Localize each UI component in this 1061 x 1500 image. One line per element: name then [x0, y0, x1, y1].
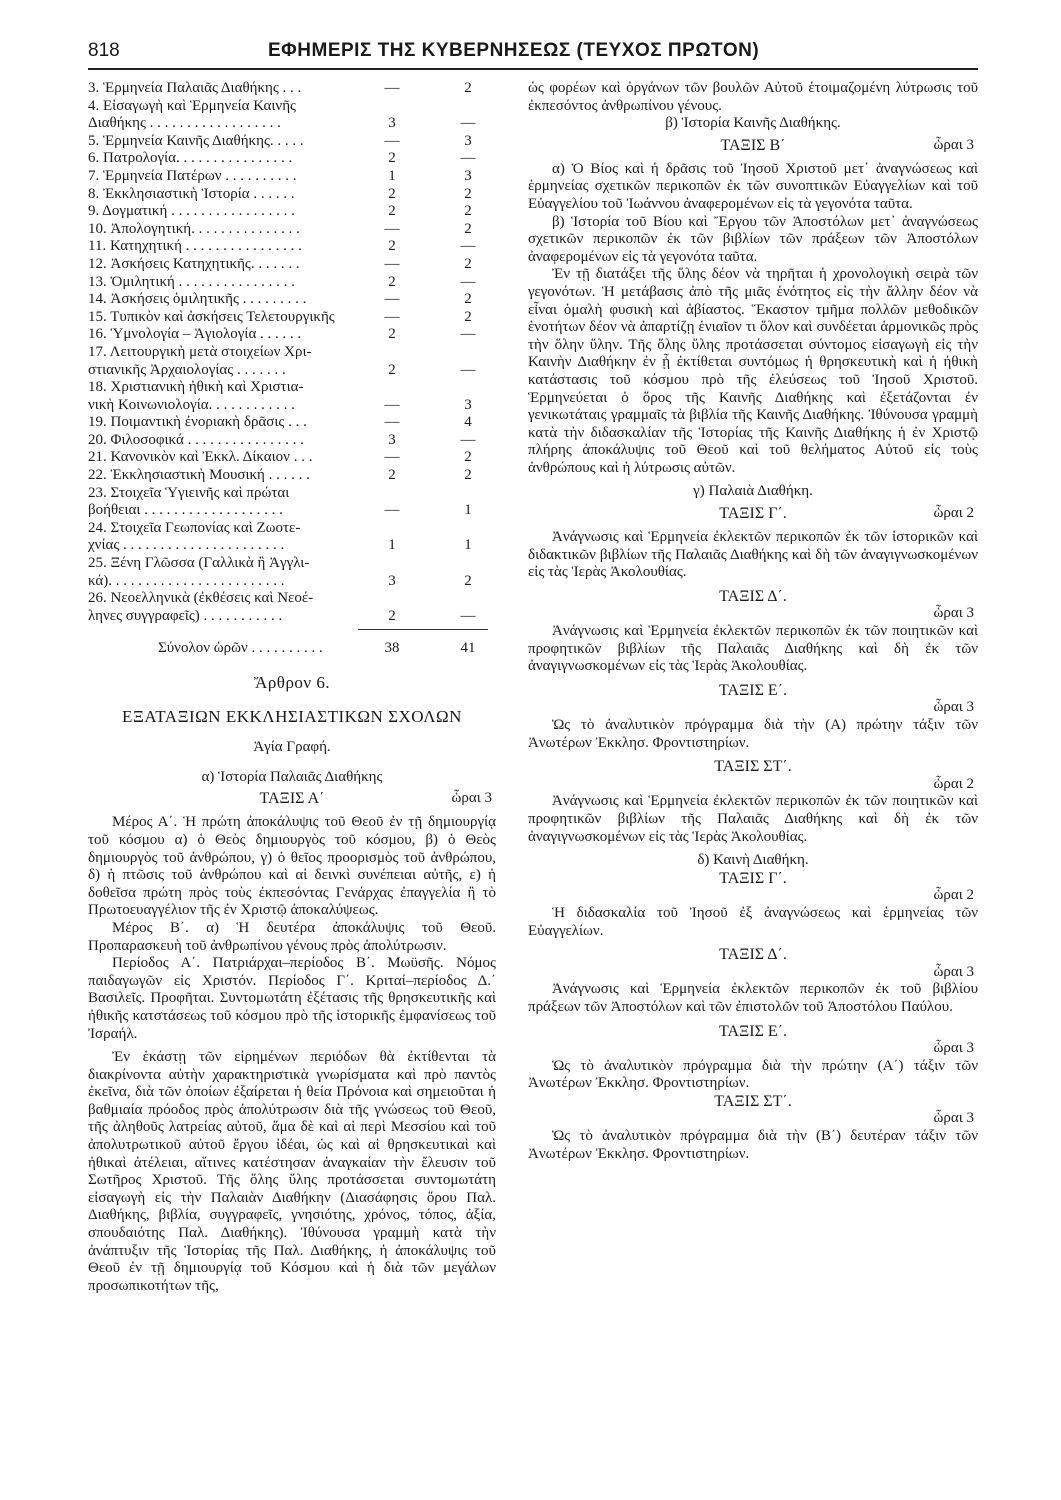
class-e2-hours: ὧραι 3	[933, 1040, 974, 1057]
table-row-subject: 9. Δογματική . . . . . . . . . . . . . . . . .	[88, 203, 295, 220]
gazette-title: ΕΦΗΜΕΡΙΣ ΤΗΣ ΚΥΒΕΡΝΗΣΕΩΣ (ΤΕΥΧΟΣ ΠΡΩΤΟΝ)	[268, 40, 760, 61]
table-row-subject: χνίας . . . . . . . . . . . . . . . . . . . . . .	[88, 537, 285, 554]
paragraph-apostles: β) Ἱστορία τοῦ Βίου καὶ Ἔργου τῶν Ἀποστόλων μετ᾿ ἀναγνώσεως σχετικῶν περικοπῶν ἐκ τῶν βιβλίων τῶν πράξεων τῶν Ἀποστόλων ἀναφερομένων εἰς τὰ γεγονότα ταῦτα.	[528, 213, 978, 265]
paragraph-part-b: Μέρος Β΄. α) Ἡ δευτέρα ἀποκάλυψις τοῦ Θεοῦ. Προπαρασκευὴ τοῦ ἀνθρωπίνου γένους πρὸς ἀπολύτρωσιν.	[88, 919, 496, 954]
table-row-subject: βοήθειαι . . . . . . . . . . . . . . . . . . .	[88, 502, 283, 519]
class-g2-label: ΤΑΞΙΣ Γ΄.	[719, 869, 787, 887]
class-st-label: ΤΑΞΙΣ ΣΤ΄.	[714, 758, 792, 776]
class-b-hours: ὧραι 3	[933, 136, 974, 153]
table-row-subject: 12. Ἀσκήσεις Κατηχητικῆς. . . . . . .	[88, 255, 300, 272]
table-row-hours-a: —	[384, 220, 400, 237]
table-row-subject: 8. Ἐκκλησιαστικὴ Ἱστορία . . . . . .	[88, 185, 295, 202]
table-row-hours-b: 2	[464, 185, 472, 202]
table-row	[88, 555, 496, 573]
paragraph-life-of-jesus: α) Ὁ Βίος καὶ ἡ δρᾶσις τοῦ Ἰησοῦ Χριστοῦ μετ᾿ ἀναγνώσεως καὶ ἑρμηνείας σχετικῶν περικοπῶν ἐκ τῶν συνοπτικῶν Εὐαγγελίων καὶ τοῦ Εὐαγγελίου τοῦ Ἰωάννου ἀναφερομένων εἰς τὰ γεγονότα ταῦτα.	[528, 160, 978, 212]
table-row-subject: νικὴ Κοινωνιολογία. . . . . . . . . . . .	[88, 396, 295, 413]
subheading-new-testament: δ) Καινὴ Διαθήκη.	[697, 852, 809, 869]
paragraph-periods: Περίοδος Α΄. Πατριάρχαι–περίοδος Β΄. Μωϋσῆς. Νόμος παιδαγωγῶν εἰς Χριστόν. Περίοδος Γ΄. Κριταί–περίοδος Δ.΄ Βασιλεῖς. Προφῆται. Συντομωτάτη ἐξέτασις τῆς θρησκευτικῆς καὶ ἠθικῆς κατστάσεως τοῦ κόσμου πρὸ τῆς ἱστορικῆς ἐμφανίσεως τοῦ Ἰσραήλ.	[88, 955, 496, 1042]
table-row-subject: 15. Τυπικὸν καὶ ἀσκήσεις Τελετουργικῆς	[88, 308, 335, 325]
table-row	[88, 98, 496, 116]
table-row-hours-a: —	[384, 255, 400, 272]
paragraph-class-d: Ἀνάγνωσις καὶ Ἑρμηνεία ἐκλεκτῶν περικοπῶν ἐκ τῶν ποιητικῶν καὶ προφητικῶν βιβλίων τῆς Παλαιᾶς Διαθήκης καὶ δὴ ἐκ τῶν ἀναγιγνωσκομένων εἰς τὰς Ἱερὰς Ἀκολουθίας.	[528, 623, 978, 675]
paragraph-ordering: Ἐν τῇ διατάξει τῆς ὕλης δέον νὰ τηρῆται ἡ χρονολογικὴ σειρὰ τῶν γεγονότων. Ἡ μετάβασις ἀπὸ τῆς μιᾶς ἑνότητος εἰς τὴν ἄλλην δέον νὰ εἶναι ὁμαλὴ φυσικὴ καὶ ἀβίαστος. Ἕκαστον τμῆμα πολλῶν μεθοδικῶν ἑνοτήτων δέον νὰ ἀπαρτίζῃ ἑνιαῖον τι ὅλον καὶ συνδέεται ἁρμονικῶς πρὸς τὴν ὅλην ὕλην. Τῆς ὅλης ὕλης προτάσσεται σύντομος εἰσαγωγὴ εἰς τὴν Καινὴν Διαθήκην ἐν ᾗ ἐκτίθεται συντόμως ἡ θρησκευτικὴ καὶ ἡ ἠθικὴ κατάστασις τοῦ κόσμου πρὸ τῆς ἐλεύσεως τοῦ Ἰησοῦ Χριστοῦ. Ἑρμηνεύεται ὁ ὅρος τῆς Καινῆς Διαθήκης καὶ ἐξετάζονται ἐν γενικωτάταις γραμμαῖς τὰ βιβλία τῆς Καινῆς Διαθήκης. Ἰθύνουσα γραμμὴ κατὰ τὴν διδασκαλίαν τῆς Ἱστορίας τῆς Καινῆς Διαθήκης ἡ ἐν Χριστῷ πλήρης ἀποκάλυψις τοῦ Θεοῦ καὶ τοῦ θελήματος Αὐτοῦ εἰς τοὺς ἀνθρώπους καὶ ἡ λύτρωσις αὐτῶν.	[528, 266, 978, 476]
table-row-subject: κά). . . . . . . . . . . . . . . . . . . . . . . .	[88, 572, 285, 589]
table-row-hours-a: 3	[388, 431, 396, 448]
table-row-hours-a: —	[384, 132, 400, 149]
table-row-subject: 6. Πατρολογία. . . . . . . . . . . . . . . .	[88, 150, 293, 167]
class-st-hours: ὧραι 2	[933, 775, 974, 792]
table-row	[88, 379, 496, 397]
table-row-hours-a: —	[384, 308, 400, 325]
table-row	[88, 573, 496, 591]
left-column	[88, 80, 496, 1295]
table-row	[88, 502, 496, 520]
table-row-subject: 3. Ἑρμηνεία Παλαιᾶς Διαθήκης . . .	[88, 80, 302, 96]
table-row-subject: 17. Λειτουργικὴ μετὰ στοιχείων Χρι-	[88, 343, 312, 360]
table-row	[88, 590, 496, 608]
table-row-hours-b: 1	[464, 502, 472, 519]
table-row-subject: 13. Ὁμιλητική . . . . . . . . . . . . . . . .	[88, 273, 295, 290]
table-row	[88, 186, 496, 204]
scripture-heading: Ἁγία Γραφή.	[253, 739, 331, 756]
class-d2-label: ΤΑΞΙΣ Δ΄.	[719, 946, 787, 964]
table-row-hours-b: 2	[464, 80, 472, 96]
paragraph-part-a: Μέρος Α΄. Ἡ πρώτη ἀποκάλυψις τοῦ Θεοῦ ἐν τῇ δημιουργίᾳ τοῦ κόσμου α) ὁ Θεὸς δημιουργὸς τοῦ κόσμου, β) ὁ Θεὸς δημιουργὸς τοῦ ἀνθρώπου, γ) ὁ θεῖος προορισμὸς τοῦ ἀνθρώπου, δ) ἡ πτῶσις τοῦ ἀνθρώπου καὶ αἱ δεινκὶ συνέπειαι αὐτῆς, ε) ἡ δοθεῖσα πρώτη πρὸς τοὺς ἐκπεσόντας Γενάρχας ἐπαγγελία ἢ τὸ Πρωτοευαγγέλιον τῆς ἐν Χριστῷ ἀποκαλύψεως.	[88, 814, 496, 919]
table-row	[88, 537, 496, 555]
total-label: Σύνολον ὡρῶν . . . . . . . . . .	[158, 640, 323, 657]
table-row	[88, 608, 496, 626]
table-row-subject: 26. Νεοελληνικὰ (ἐκθέσεις καὶ Νεοέ-	[88, 590, 314, 607]
total-b: 41	[460, 640, 476, 657]
table-row-hours-a: 2	[388, 238, 396, 255]
table-row-subject: 24. Στοιχεῖα Γεωπονίας καὶ Ζωοτε-	[88, 519, 301, 536]
table-row-hours-a: 2	[388, 467, 396, 484]
paragraph-continuation: ὡς φορέων καὶ ὀργάνων τῶν βουλῶν Αὐτοῦ ἑτοιμαζομένη λύτρωσις τοῦ ἐκπεσόντος ἀνθρωπίνου γένους.	[528, 80, 978, 114]
table-row-subject: 25. Ξένη Γλῶσσα (Γαλλικὰ ἢ Ἀγγλι-	[88, 555, 310, 572]
table-row	[88, 291, 496, 309]
table-row-hours-b: 3	[464, 132, 472, 149]
table-row-hours-a: 1	[388, 167, 396, 184]
table-row-hours-b: 2	[464, 220, 472, 237]
table-row	[88, 414, 496, 432]
total-a: 38	[384, 640, 400, 657]
table-row-hours-b: 2	[464, 203, 472, 220]
table-row-hours-b: —	[460, 238, 476, 255]
class-e2-label: ΤΑΞΙΣ Ε΄.	[718, 1022, 788, 1040]
table-row-subject: 5. Ἑρμηνεία Καινῆς Διαθήκης. . . . .	[88, 132, 304, 149]
table-row-hours-a: 2	[388, 273, 396, 290]
right-column	[528, 80, 978, 1163]
table-row-hours-a: 2	[388, 185, 396, 202]
table-row-hours-b: —	[460, 607, 476, 624]
class-d2-hours: ὧραι 3	[933, 963, 974, 980]
table-row-subject: 14. Ἀσκήσεις ὁμιλητικῆς . . . . . . . . .	[88, 291, 307, 308]
page-header	[88, 38, 978, 68]
table-row-hours-a: 2	[388, 326, 396, 343]
table-row	[88, 467, 496, 485]
table-row-subject: 10. Ἀπολογητική. . . . . . . . . . . . . . .	[88, 220, 300, 237]
table-row	[88, 326, 496, 344]
table-row	[88, 309, 496, 327]
table-row-subject: 11. Κατηχητική . . . . . . . . . . . . . . . .	[88, 238, 302, 255]
class-e-label: ΤΑΞΙΣ Ε΄.	[718, 681, 788, 699]
table-total-row	[88, 640, 496, 658]
article-heading: Ἄρθρον 6.	[253, 673, 331, 692]
table-row-subject: ληνες συγγραφεῖς) . . . . . . . . . . .	[88, 607, 283, 624]
table-row-subject: 22. Ἐκκλησιαστικὴ Μουσική . . . . . .	[88, 467, 310, 484]
table-row	[88, 150, 496, 168]
table-row-hours-b: 4	[464, 414, 472, 431]
table-row	[88, 221, 496, 239]
header-rule	[88, 68, 978, 70]
table-row	[88, 362, 496, 380]
table-row-hours-a: —	[384, 80, 400, 96]
table-row-hours-a: 1	[388, 537, 396, 554]
page-number: 818	[88, 40, 120, 61]
table-row-hours-b: 3	[464, 396, 472, 413]
class-d-label: ΤΑΞΙΣ Δ΄.	[719, 587, 787, 605]
class-st2-hours: ὧραι 3	[933, 1110, 974, 1127]
class-a-heading	[88, 790, 496, 808]
paragraph-periods-detail: Ἐν ἑκάστῃ τῶν εἰρημένων περιόδων θὰ ἐκτίθενται τὰ διακρίνοντα αὐτὴν χαρακτηριστικὰ γνωρίσματα καὶ πρὸ παντὸς ἐκεῖνα, διὰ τῶν ὁποίων ἐξαίρεται ἡ θεία Πρόνοια καὶ σημειοῦται ἡ βαθμιαία πρόοδος πρὸς ἀπολύτρωσιν διὰ τῆς γνώσεως τοῦ Θεοῦ, τῆς ἀληθοῦς λατρείας αὐτοῦ, ἅμα δὲ καὶ αἱ περὶ Μεσσίου καὶ τοῦ ἀπολυτρωτικοῦ αὐτοῦ ἔργου ἰδέαι, ὡς καὶ αἱ θρησκευτικαὶ καὶ ἠθικαὶ ἀτέλειαι, αἵτινες κατέστησαν ἀναγκαίαν τὴν ἔλευσιν τοῦ Σωτῆρος Χριστοῦ. Τῆς ὅλης ὕλης προτάσσεται συντομωτάτη εἰσαγωγὴ εἰς τὴν Παλαιὰν Διαθήκην (Διασάφησις ὅρου Παλ. Διαθήκης, βιβλία, συγγραφεῖς, γνησιότης, χρόνος, τόπος, ἀξία, σπουδαιότης Παλ. Διαθήκης). Ἰθύνουσα γραμμὴ κατὰ τὴν ἀνάπτυξιν τῆς Ἱστορίας τῆς Παλ. Διαθήκης, ἡ ἀποκάλυψις τοῦ Θεοῦ ἐν τῇ δημιουργίᾳ τοῦ Κόσμου καὶ ἡ διὰ τῶν μεγάλων προσωπικοτήτων τῆς,	[88, 1049, 496, 1294]
table-row-hours-b: —	[460, 326, 476, 343]
class-b-heading	[528, 137, 978, 155]
table-row-hours-a: 2	[388, 150, 396, 167]
table-row	[88, 397, 496, 415]
table-row-subject: 7. Ἑρμηνεία Πατέρων . . . . . . . . . .	[88, 167, 297, 184]
table-row	[88, 168, 496, 186]
class-g-label: ΤΑΞΙΣ Γ΄.	[719, 505, 787, 523]
table-row	[88, 203, 496, 221]
paragraph-class-e: Ὡς τὸ ἀναλυτικὸν πρόγραμμα διὰ τὴν (Α) πρώτην τάξιν τῶν Ἀνωτέρων Ἐκκλησ. Φροντιστηρίων.	[528, 717, 978, 751]
paragraph-class-g2: Ἡ διδασκαλία τοῦ Ἰησοῦ ἐξ ἀναγνώσεως καὶ ἑρμηνείας τῶν Εὐαγγελίων.	[528, 904, 978, 939]
class-a-hours: ὧραι 3	[451, 790, 492, 807]
table-row-hours-b: —	[460, 115, 476, 132]
table-row	[88, 256, 496, 274]
table-row	[88, 344, 496, 362]
paragraph-class-st: Ἀνάγνωσις καὶ Ἑρμηνεία ἐκλεκτῶν περικοπῶν ἐκ τῶν ποιητικῶν καὶ προφητικῶν βιβλίων τῆς Παλαιᾶς Διαθήκης καὶ δὴ ἐκ τῶν ἀναγιγνωσκομένων εἰς τὰς Ἱερὰς Ἀκολουθίας.	[528, 793, 978, 845]
table-row-hours-b: 1	[464, 537, 472, 554]
table-row-hours-b: —	[460, 150, 476, 167]
table-row-hours-a: 2	[388, 361, 396, 378]
paragraph-class-g: Ἀνάγνωσις καὶ Ἑρμηνεία ἐκλεκτῶν περικοπῶν ἐκ τῶν ἱστορικῶν καὶ διδακτικῶν βιβλίων τῆς Παλαιᾶς Διαθήκης καὶ δὴ τῶν ἀναγιγνωσκομένων εἰς τὰς Ἱερὰς Ἀκολουθίας.	[528, 529, 978, 581]
table-row-hours-a: —	[384, 396, 400, 413]
table-row	[88, 520, 496, 538]
class-b-label: ΤΑΞΙΣ Β΄	[720, 136, 786, 154]
table-row-hours-b: 2	[464, 255, 472, 272]
table-row	[88, 274, 496, 292]
class-g2-hours: ὧραι 2	[933, 887, 974, 904]
subheading-new-testament-history: β) Ἱστορία Καινῆς Διαθήκης.	[665, 115, 841, 132]
table-row-hours-b: 2	[464, 308, 472, 325]
table-row	[88, 133, 496, 151]
table-row-subject: Διαθήκης . . . . . . . . . . . . . . . . . .	[88, 115, 281, 132]
table-row-subject: 21. Κανονικὸν καὶ Ἐκκλ. Δίκαιον . . .	[88, 449, 313, 466]
class-g-heading	[528, 505, 978, 523]
table-row-subject: 4. Εἰσαγωγὴ καὶ Ἑρμηνεία Καινῆς	[88, 97, 296, 114]
subheading-old-testament: γ) Παλαιὰ Διαθήκη.	[693, 483, 813, 500]
class-g-hours: ὧραι 2	[933, 505, 974, 522]
table-row-subject: 18. Χριστιανικὴ ἠθικὴ καὶ Χριστια-	[88, 379, 304, 396]
table-row-hours-b: 2	[464, 572, 472, 589]
table-row-subject: 16. Ὑμνολογία – Ἁγιολογία . . . . . .	[88, 326, 302, 343]
table-row	[88, 80, 496, 98]
table-row-hours-a: 2	[388, 203, 396, 220]
table-row-hours-b: 2	[464, 467, 472, 484]
table-row	[88, 485, 496, 503]
table-row-hours-b: —	[460, 361, 476, 378]
table-row-subject: 23. Στοιχεῖα Ὑγιεινῆς καὶ πρώται	[88, 484, 290, 501]
hours-table	[88, 80, 496, 625]
total-rule	[358, 629, 488, 630]
paragraph-class-st2: Ὡς τὸ ἀναλυτικὸν πρόγραμμα διὰ τὴν (Β΄) δευτέραν τάξιν τῶν Ἀνωτέρων Ἐκκλησ. Φροντιστηρίων.	[528, 1128, 978, 1162]
table-row-hours-a: 3	[388, 115, 396, 132]
table-row	[88, 449, 496, 467]
table-row-subject: στιανικῆς Ἀρχαιολογίας . . . . . . .	[88, 361, 286, 378]
table-row-hours-b: —	[460, 273, 476, 290]
table-row-subject: 20. Φιλοσοφικά . . . . . . . . . . . . . . . .	[88, 431, 304, 448]
table-row-hours-b: 3	[464, 167, 472, 184]
table-row-hours-a: —	[384, 502, 400, 519]
table-row-subject: 19. Ποιμαντικὴ ἐνοριακὴ δρᾶσις . . .	[88, 414, 307, 431]
table-row-hours-b: —	[460, 431, 476, 448]
table-row	[88, 432, 496, 450]
table-row	[88, 115, 496, 133]
table-row-hours-a: —	[384, 449, 400, 466]
table-row-hours-a: 3	[388, 572, 396, 589]
table-row-hours-a: —	[384, 291, 400, 308]
paragraph-class-e2: Ὡς τὸ ἀναλυτικὸν πρόγραμμα διὰ τὴν πρώτην (Α΄) τάξιν τῶν Ἀνωτέρων Ἐκκλησ. Φροντιστηρίων.	[528, 1057, 978, 1092]
table-row-hours-b: 2	[464, 291, 472, 308]
paragraph-class-d2: Ἀνάγνωσις καὶ Ἑρμηνεία ἐκλεκτῶν περικοπῶν ἐκ τοῦ βιβλίου πράξεων τῶν Ἀποστόλων καὶ τῶν ἐπιστολῶν τοῦ Ἀποστόλου Παύλου.	[528, 981, 978, 1015]
class-st2-label: ΤΑΞΙΣ ΣΤ΄.	[714, 1092, 792, 1110]
class-a-label: ΤΑΞΙΣ Α΄	[259, 790, 325, 808]
class-d-hours: ὧραι 3	[933, 605, 974, 622]
table-row-hours-b: 2	[464, 449, 472, 466]
subheading-old-testament-history: α) Ἱστορία Παλαιᾶς Διαθήκης	[201, 768, 383, 785]
class-e-hours: ὧραι 3	[933, 699, 974, 716]
schools-heading: ΕΞΑΤΑΞΙΩΝ ΕΚΚΛΗΣΙΑΣΤΙΚΩΝ ΣΧΟΛΩΝ	[122, 706, 462, 726]
table-row-hours-a: —	[384, 414, 400, 431]
table-row	[88, 238, 496, 256]
table-row-hours-a: 2	[388, 607, 396, 624]
